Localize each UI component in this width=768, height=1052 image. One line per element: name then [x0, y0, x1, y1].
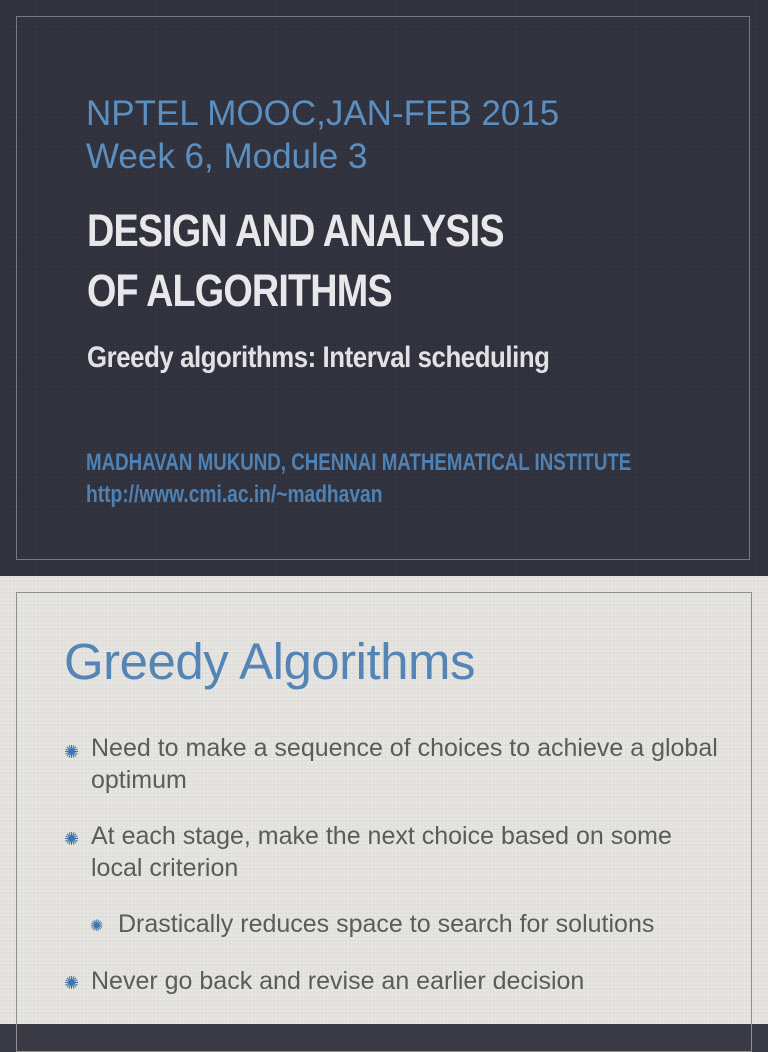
- course-title-line1: DESIGN AND ANALYSIS: [87, 205, 504, 256]
- asterisk-bullet-icon: ✺: [64, 973, 80, 993]
- bullet-text: Need to make a sequence of choices to achieve a global optimum: [91, 734, 718, 794]
- course-info-line2: Week 6, Module 3: [86, 137, 368, 176]
- bullet-text: Never go back and revise an earlier decision: [91, 967, 585, 995]
- asterisk-bullet-icon: ✺: [64, 742, 80, 762]
- course-info-line1: NPTEL MOOC,JAN-FEB 2015: [86, 94, 560, 133]
- asterisk-bullet-icon: ✺: [90, 918, 104, 935]
- asterisk-bullet-icon: ✺: [64, 829, 80, 849]
- bullet-item: [91, 965, 731, 997]
- bullet-text: Drastically reduces space to search for solutions: [118, 910, 655, 938]
- bullet-text: At each stage, make the next choice based on some local criterion: [91, 822, 672, 882]
- content-slide: [0, 576, 768, 1024]
- author-url: http://www.cmi.ac.in/~madhavan: [86, 481, 383, 508]
- author-affiliation: MADHAVAN MUKUND, CHENNAI MATHEMATICAL INSTITUTE: [86, 449, 632, 476]
- sub-bullet-item: [118, 908, 758, 940]
- lecture-subtitle: Greedy algorithms: Interval scheduling: [87, 341, 550, 374]
- slide-heading: Greedy Algorithms: [64, 633, 476, 690]
- bullet-item: [91, 820, 711, 884]
- course-title-line2: OF ALGORITHMS: [87, 265, 392, 316]
- bullet-item: [91, 732, 731, 796]
